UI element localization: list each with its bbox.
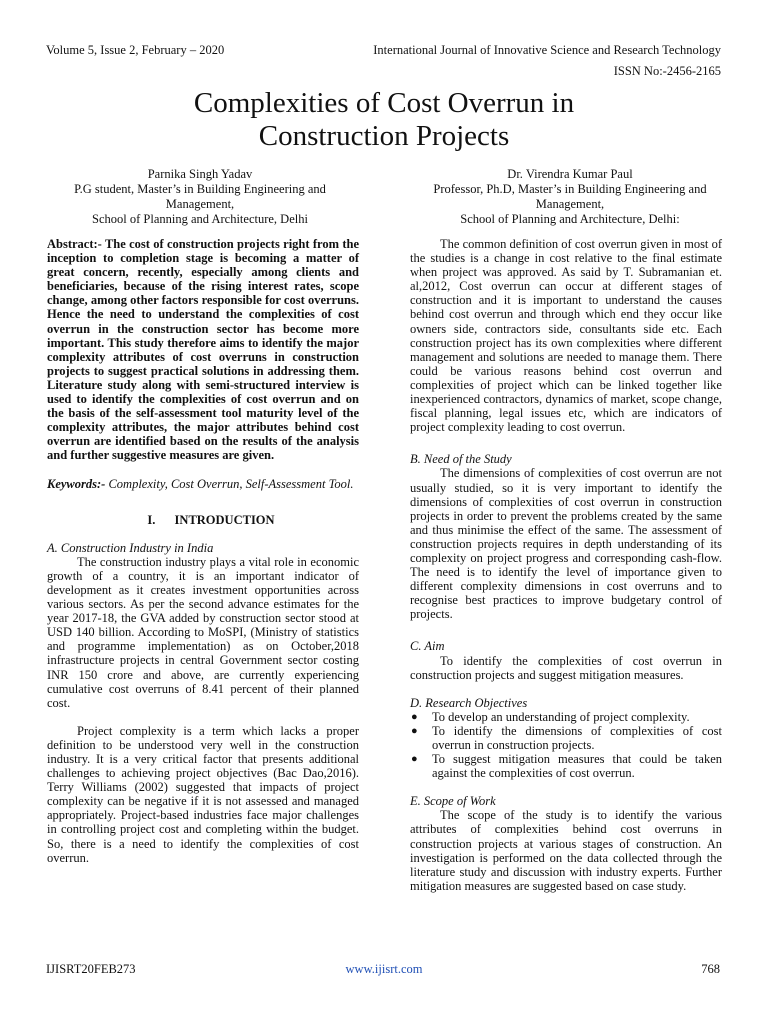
subheading-research-objectives: D. Research Objectives bbox=[410, 695, 528, 710]
keywords-label: Keywords:- bbox=[47, 476, 106, 491]
author-role: Professor, Ph.D, Master’s in Building Engineering and Management, bbox=[433, 182, 707, 211]
list-item: ● To suggest mitigation measures that could be taken against the complexities of cost overrun. bbox=[411, 752, 722, 781]
author-affiliation: School of Planning and Architecture, Delhi bbox=[92, 212, 308, 226]
keywords bbox=[47, 477, 359, 491]
author-role: P.G student, Master’s in Building Engineering and Management, bbox=[74, 182, 326, 211]
section-title: INTRODUCTION bbox=[174, 512, 275, 527]
paragraph: The scope of the study is to identify the various attributes of complexities behind cost overruns in construction projects at various stages of construction. An investigation is performed on the data collected through the literature study and discussion with industry experts. Further mitigation measures are suggested based on case study. bbox=[410, 808, 722, 893]
journal-name: International Journal of Innovative Science and Research Technology bbox=[373, 43, 721, 57]
paragraph: The common definition of cost overrun given in most of the studies is a change in cost relative to the final estimate when project was approved. As said by T. Subramanian et. al,2012, Cost overrun can occur at different stages of construction and it is important to understand the causes behind cost overrun and through which end they occur like owners side, contractors side, consultants side etc. Each construction project has its own complexities where different management and solutions are needed to manage them. There could be various reasons behind cost overrun and complexities of project which can be linked together like inexperienced contractors, dynamics of market, scope change, fiscal planning, legal issues etc, which are indicators of project complexity leading to cost overrun. bbox=[410, 237, 722, 435]
subheading-need-of-study: B. Need of the Study bbox=[410, 452, 512, 467]
paragraph: To identify the complexities of cost overrun in construction projects and suggest mitigation measures. bbox=[410, 653, 722, 682]
section-number: I. bbox=[147, 512, 156, 527]
title-line-2: Construction Projects bbox=[258, 120, 510, 152]
author-block-1 bbox=[40, 167, 360, 227]
author-name: Dr. Virendra Kumar Paul bbox=[507, 167, 633, 181]
abstract: Abstract:- The cost of construction projects right from the inception to completion stage is becoming a matter of great concern, recently, especially among clients and beneficiaries, because of the rising interest rates, scope change, among other factors responsible for cost overruns. Hence the need to understand the complexities of cost overrun in the construction sector has become more important. This study therefore aims to identify the major complexity attributes of cost overruns in construction projects to suggest practical solutions in addressing them. Literature study along with semi-structured interview is used to identify the complexities of cost overrun and on the basis of the self-assessment tool maturity level of the complexity attributes, the major attributes behind cost overrun are identified based on the results of the analysis and further suggestive measures are given. bbox=[47, 237, 359, 463]
keywords-text: Complexity, Cost Overrun, Self-Assessment Tool. bbox=[108, 476, 354, 491]
author-name: Parnika Singh Yadav bbox=[147, 167, 253, 181]
paragraph: Project complexity is a term which lacks a proper definition to be understood very well in the construction industry. It is a very critical factor that presents additional challenges to achieving project objectives (Bac Dao,2016). Terry Williams (2002) suggested that impacts of project complexity can be negative if it is not assessed and managed appropriately. Project-based industries face major challenges in controlling project cost and completing within the budget. So, there is a need to identify the complexities of cost overrun. bbox=[47, 723, 359, 865]
list-item: ● To develop an understanding of project complexity. bbox=[411, 709, 690, 724]
page-number: 768 bbox=[701, 962, 720, 976]
subheading-scope-of-work: E. Scope of Work bbox=[410, 794, 496, 809]
section-heading-introduction bbox=[47, 513, 359, 527]
issn: ISSN No:-2456-2165 bbox=[613, 64, 721, 78]
bullet-icon: ● bbox=[411, 710, 418, 723]
paragraph: The dimensions of complexities of cost overrun are not usually studied, so it is very important to identify the dimensions of complexities of cost overrun in construction projects in order to prevent the problems created by the same and thus minimise the effect of the same. The assessment of construction projects requires in depth understanding of its complexity on project progress and corresponding cash-flow. The need is to identify the level of importance given to different complexity dimensions in cost overruns and to recognise best practices to improve budgetary control of projects. bbox=[410, 466, 722, 622]
journal-website-link[interactable]: www.ijisrt.com bbox=[345, 962, 423, 976]
paragraph: The construction industry plays a vital role in economic growth of a country, it is an important indicator of development as it creates investment opportunities across various sectors. As per the second advance estimates for the year 2017-18, the GVA added by construction sector stood at USD 140 billion. According to MoSPI, (Ministry of statistics and programme implementation) as on October,2018 infrastructure projects in central Government sector costing INR 150 crore and above, are currently experiencing cumulative cost overruns of 8.41 percent of their planned cost. bbox=[47, 554, 359, 710]
bullet-icon: ● bbox=[411, 753, 418, 766]
subheading-aim: C. Aim bbox=[410, 639, 445, 654]
author-block-2 bbox=[410, 167, 730, 227]
volume-info: Volume 5, Issue 2, February – 2020 bbox=[46, 43, 225, 57]
list-item: ● To identify the dimensions of complexities of cost overrun in construction projects. bbox=[411, 723, 722, 752]
left-column bbox=[47, 237, 359, 865]
paper-id: IJISRT20FEB273 bbox=[46, 962, 136, 976]
right-column bbox=[410, 237, 722, 893]
subheading-construction-industry: A. Construction Industry in India bbox=[47, 540, 214, 555]
author-affiliation: School of Planning and Architecture, Delhi: bbox=[460, 212, 680, 226]
paper-title bbox=[0, 87, 768, 153]
bullet-icon: ● bbox=[411, 724, 418, 737]
title-line-1: Complexities of Cost Overrun in bbox=[193, 87, 575, 119]
objectives-list bbox=[410, 710, 722, 780]
